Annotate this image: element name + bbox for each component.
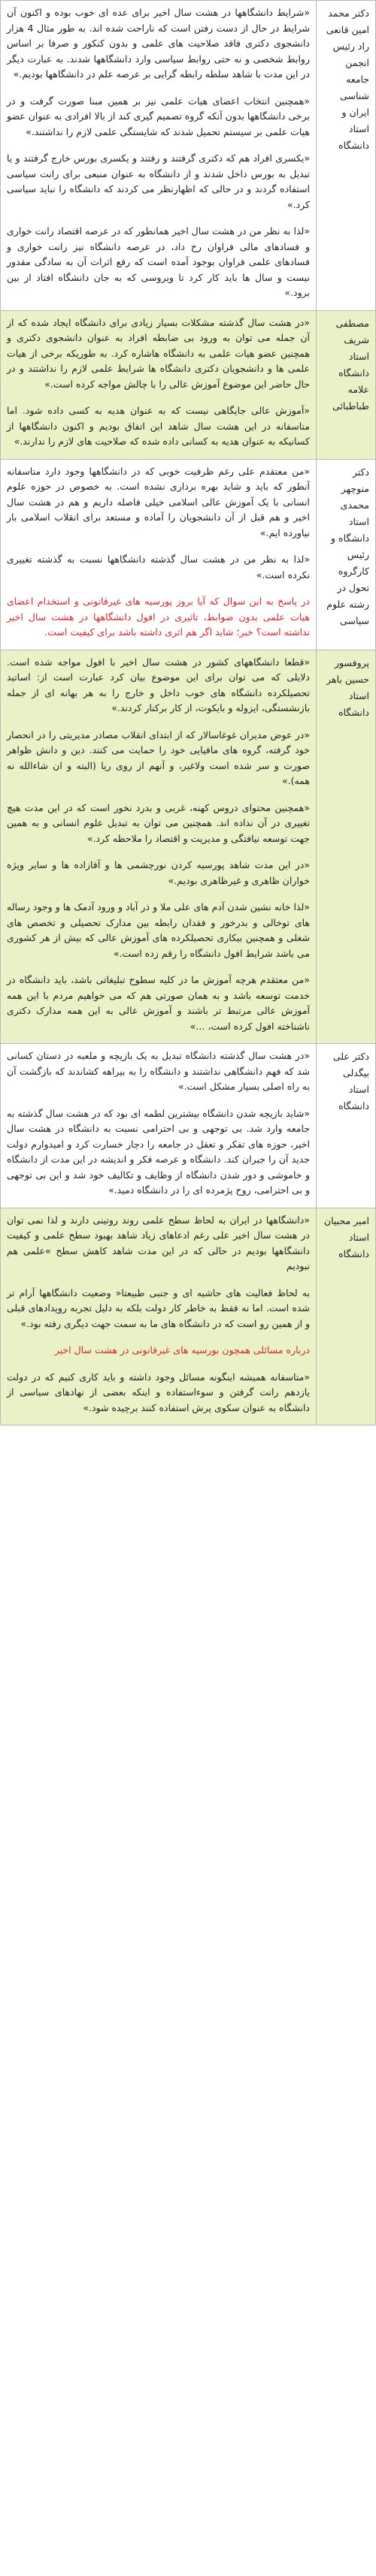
statement-row [1, 650, 376, 1044]
statement-row [1, 310, 376, 459]
highlighted-question: در پاسخ به این سوال که آیا بروز پورسیه های غیرقانونی و استخدام اعضای هیات علمی بدون ضوابط، تاثیری در افول دانشگاهها در هشت سال اخیر نداشته است؟ خبر؛ شاید اگر هم اثری داشته باشد برای کیفیت است. [7, 596, 310, 638]
quote-paragraph: «من معتقدم هرچه آموزش ما در کلیه سطوح تبلیغاتی باشد، باید دانشگاه در خدمت توسعه باشد و به همان صورتی هم که می خواهیم مردم با این همه آموزش عالی مرتبط تر باشند و آموزش عالی به این همه مدارک دکتری ناشناخته افول کرده است، ...» [7, 974, 310, 1032]
person-name: دکتر منوچهر محمدی استاد دانشگاه و رئیس کارگروه تحول در رشته علوم سیاسی [317, 459, 376, 650]
statement-row [1, 1, 376, 311]
quote-paragraph: «دانشگاهها در ایران به لحاظ سطح علمی روند روتینی دارند و لذا نمی توان در هشت سال اخیر علی رغم ادعاهای زیاد شاهد بهبود سطح علمی و کیفیت دانشگاهها بودیم در حالی که در این مدت شاهد کاهش سطح »علمی هم نبودیم [7, 1214, 310, 1271]
quote-paragraph: «لذا به نظر من در هشت سال اخیر همانطور که در عرصه اقتصاد رانت خواری و فسادهای مالی فراوان رخ داد، در عرصه دانشگاه نیز رانت خواری و فسادهای علمی فراوان بوجود آمده است که رفع اثرات آن به سادگی مقدور نیست و سال ها باید کار کرد تا ویروسی که به جان دانشگاه افتاد از بین برود.» [7, 225, 310, 298]
person-name: پروفسور حسین باهر استاد دانشگاه [317, 650, 376, 1044]
quote-paragraph: «در هشت سال گذشته مشکلات بسیار زیادی برای دانشگاه ایجاد شده که از آن جمله می توان به ورود بی ضابطه افراد به عنوان دانشجوی دکتری و همچنین عضو هیات علمی به دانشگاه هاشاره کرد. به طوریکه برخی از هیات علمی ها و دانشجویان دکتری دانشگاه ها شرایط علمی لازم را نداشتند و در حال حاضر این موضوع آموزش عالی را با چالش مواجه کرده است.» [7, 316, 310, 390]
quote-paragraph: «در هشت سال گذشته دانشگاه تبدیل به یک بازیچه و ملعبه در دستان کسانی شد که فهم دانشگاهی نداشتند و دانشگاه را به بیراهه کشاندند که بازگشت آن به راه اصلی بسیار مشکل است.» [7, 1050, 310, 1092]
quote-paragraph: «یکسری افراد هم که دکتری گرفتند و رفتند و یکسری بورس خارج گرفتند و یا تبدیل به بورس داخل شدند و از دانشگاه به عنوان منبعی برای رانت سیاسی استفاده گردند و در حالی که اظهارنظر می کردند که دانشگاه را نباید سیاسی کرد.» [7, 152, 310, 210]
person-name: دکتر محمد امین قانعی راد رئیس انجمن جامعه شناسی ایران و استاد دانشگاه [317, 1, 376, 311]
quote-paragraph: «همچنین انتخاب اعضای هیات علمی نیز بر همین مبنا صورت گرفت و در برخی دانشگاهها بدون آنکه گروه تصمیم گیری کند از بالا افرادی به عنوان عضو هیات علمی بر سیستم تحمیل شدند که شایستگی علمی لازم را نداشتند.» [7, 95, 310, 137]
quote-cell [1, 1208, 317, 1425]
quote-paragraph: به لحاظ فعالیت های حاشیه ای و جنبی طبیعتا« وضعیت دانشگاهها آرام تر شده است. اما نه فقط به خاطر کار دولت بلکه به دلیل تجربه رویدادهای قبلی و از همین رو است که در دانشگاه های ما به سمت جهت دیگری رفته بود.» [7, 1286, 310, 1329]
quote-paragraph: «در عوض مدیران غوغاسالار که از ابتدای انقلاب مصادر مدیریتی را در انحصار خود گرفته، گروه های مافیایی خود را حمایت می کنند. دین و دانش ظواهر صورت و سر شده است ولاغیر، و آنهم از روی ریا (البته و ان شاءالله نه همه).» [7, 728, 310, 786]
highlighted-question: درباره مسائلی همچون بورسیه های غیرقانونی در هشت سال اخیر [54, 1344, 310, 1356]
statement-row [1, 459, 376, 650]
person-name: دکتر علی بیگدلی استاد دانشگاه [317, 1044, 376, 1208]
quote-cell [1, 310, 317, 459]
person-name: امیر محبیان استاد دانشگاه [317, 1208, 376, 1425]
quote-cell [1, 1044, 317, 1208]
statement-row [1, 1208, 376, 1425]
quote-paragraph: «متاسفانه همیشه اینگونه مسائل وجود داشته و باید کاری کنیم که در دولت یازدهم رانت گرفتن و سوءاستفاده و اینکه بعضی از نهادهای سیاسی از دانشگاه به عنوان سکوی پرش استفاده کنند برچیده شود.» [7, 1371, 310, 1413]
person-name: مصطفی شریف استاد دانشگاه علامه طباطبائی [317, 310, 376, 459]
quote-cell [1, 1, 317, 311]
quote-paragraph: «همچنین محتوای دروس کهنه، غربی و بدرد نخور است که در این مدت هیچ تغییری در آن نداده اند. همچنین می توان به تبدیل علوم انسانی و به همین جهت توسعه نیافتگی و مدیریت و اقتصاد را ملاحظه کرد.» [7, 801, 310, 844]
quote-paragraph: «لذا به نظر من در هشت سال گذشته دانشگاهها نسبت به گذشته تغییری نکرده است.» [7, 554, 310, 581]
quote-paragraph: «من معتقدم علی رغم ظرفیت خوبی که در دانشگاهها وجود دارد متاسفانه آنطور که باید و شاید بهره برداری نشده است. به خصوص در حوزه علوم انسانی با یک آموزش عالی اسلامی خیلی فاصله داریم و هم در هشت سال اخیر و هم قبل از آن دانشجویان را آماده و مستعد برای انقلاب اسلامی بار نیاورده ایم.» [7, 465, 310, 538]
quote-paragraph: «شاید بازیچه شدن دانشگاه بیشترین لطمه ای بود که در هشت سال گذشته به جامعه وارد شد. بی توجهی و بی احترامی نسبت به دانشگاه در هشت سال اخیر، حوزه های تفکر و تعقل در جامعه را دچار خسارت کرد و امیدوارم دولت جدید آن را جبران کند. دانشگاه و عرصه فکر و اندیشه در این مدت از دانشگاه و خاموشی و دور شدن دانشگاه از وظایف و تکالیف خود شد و این بی توجهی و بی احترامی، روح پژمرده ای را در دانشگاه دمید.» [7, 1107, 310, 1196]
quote-paragraph: «لذا خانه نشین شدن آدم های علی ملا و ذر آباد و ورود آدمک ها و وجود رساله های توخالی و بدرخور و فقدان رابطه بین مدارک تحصیلی و تخصص های شغلی و همچنین بیکاری تحصیلکرده های آموزش عالی که بیش از هر کشوری می باشد شرایط افول دانشگاه را رقم زده است.» [7, 901, 310, 959]
quote-cell [1, 459, 317, 650]
quote-paragraph: «در این مدت شاهد پورسیه کردن نورچشمی ها و آقازاده ها و سایر ویژه خواران ظاهری و غیرظاهری بودیم.» [7, 859, 310, 886]
quote-paragraph: «قطعا دانشگاههای کشور در هشت سال اخیر با افول مواجه شده است. دلایلی که می توان برای این موضوع بیان کرد عبارت است از: اساتید تحصیلکرده دانشگاه های خوب داخل و خارج را به هر بهانه ای از جمله بازنشستگی، ایزوله و بایکوت، از کار برکنار کردند.» [7, 656, 310, 713]
quote-cell [1, 650, 317, 1044]
quote-paragraph: «شرایط دانشگاهها در هشت سال اخیر برای عده ای خوب بوده و اکنون آن شرایط در حال از دست رفتن است که ناراحت شده اند. به طور مثال 4 هزار دانشجوی دکتری فاقد صلاحیت های علمی و بدون کنکور و صرفا بر اساس روابط شخصی و نه حتی روابط سیاسی وارد دانشگاهها شدند. به عبارت دیگر در این مدت با شاهد سلطه رابطه گرایی بر عرصه علم در دانشگاهها بودیم.» [7, 7, 310, 80]
quote-paragraph: «آموزش عالی جایگاهی نیست که به عنوان هدیه به کسی داده شود. اما متاسفانه در این هشت سال شاهد این اتفاق بودیم و اکنون دانشگاهها از کسانیکه به عنوان هدیه به کسانی داده شده که صلاحیت های لازم را ندارند.» [7, 405, 310, 447]
statement-row [1, 1044, 376, 1208]
